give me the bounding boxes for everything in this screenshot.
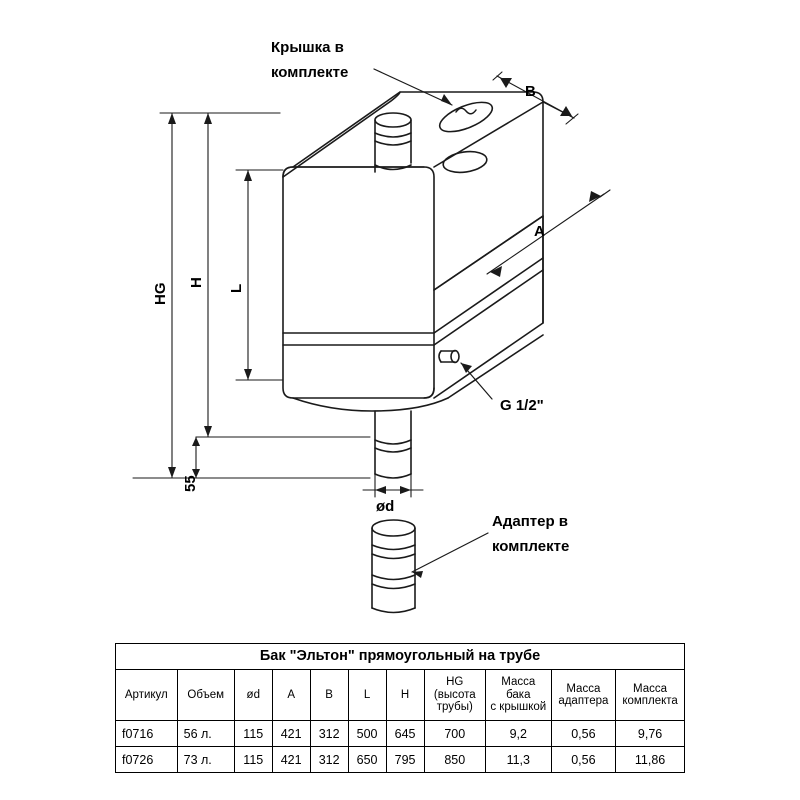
hg-arrow-bottom [168, 467, 176, 478]
header-diameter: ød [234, 670, 272, 721]
thread-label: G 1/2" [500, 397, 544, 414]
header-h: H [386, 670, 424, 721]
header-mass-tank-line2: бака [506, 688, 531, 701]
side-fitting [441, 351, 455, 362]
lid-callout-line2: комплекте [271, 64, 349, 81]
adapter-leader-arrow [412, 571, 423, 578]
tank-right-corner [434, 216, 543, 290]
lid-leader-arrow [441, 94, 452, 105]
lid-leader [374, 69, 452, 105]
thread-leader-arrow [461, 363, 472, 373]
tank-top-face [293, 92, 543, 290]
adapter-callout-line1: Адаптер в [492, 513, 568, 530]
cell-mass-adapter: 0,56 [551, 721, 616, 747]
header-mass-tank-line1: Масса [501, 676, 536, 689]
lid-opening-on-top-face [442, 149, 488, 175]
header-mass-kit [616, 670, 685, 721]
spec-table [115, 643, 685, 773]
dim-l-label: L [228, 283, 245, 293]
header-hg-line2: (высота [433, 688, 476, 701]
side-fitting-end [451, 351, 459, 363]
adapter-collar-2 [372, 554, 415, 559]
b-leader [543, 102, 574, 118]
cell-diameter: 115 [234, 747, 272, 773]
tank-bottom-right-curve [424, 388, 434, 398]
table-title: Бак "Эльтон" прямоугольный на трубе [116, 644, 685, 670]
dim55-arrow-top [192, 437, 200, 446]
table-row [116, 721, 685, 747]
tank-bottom-face-right [448, 335, 543, 398]
adapter-collar-3 [372, 575, 415, 580]
adapter-callout-line2: комплекте [492, 538, 570, 555]
cell-mass-tank: 11,3 [485, 747, 551, 773]
cell-article: f0716 [116, 721, 178, 747]
tank-bottom-face [293, 398, 448, 411]
dim-d-label: ød [376, 498, 395, 515]
cell-l: 500 [348, 721, 386, 747]
header-mass-tank [485, 670, 551, 721]
cell-b: 312 [310, 721, 348, 747]
filler-pipe-collar-1 [375, 133, 411, 137]
cell-diameter: 115 [234, 721, 272, 747]
dim-h-label: H [188, 277, 205, 288]
header-hg [424, 670, 485, 721]
cell-hg: 850 [424, 747, 485, 773]
hg-arrow-top [168, 113, 176, 124]
dim-hg-label: HG [152, 282, 169, 305]
header-b: B [310, 670, 348, 721]
lid-callout-line1: Крышка в [271, 39, 344, 56]
adapter-collar-1 [372, 545, 415, 550]
table-header-row [116, 670, 685, 721]
header-article: Артикул [116, 670, 178, 721]
lid-ellipse [436, 96, 496, 137]
adapter-collar-4 [372, 584, 415, 589]
dim-b-label: B [525, 83, 536, 100]
table-row [116, 747, 685, 773]
table-title-row [116, 644, 685, 670]
cell-l: 650 [348, 747, 386, 773]
tank-seam-line-2 [434, 258, 543, 333]
outlet-pipe-collar-1 [375, 440, 411, 444]
header-mass-kit-line2: комплекта [622, 695, 678, 707]
header-l: L [348, 670, 386, 721]
l-arrow-top [244, 170, 252, 181]
a-extension [600, 190, 610, 197]
filler-pipe-collar-2 [375, 141, 411, 145]
d-arrow-right [400, 486, 411, 494]
l-arrow-bottom [244, 369, 252, 380]
header-mass-adapter-line1: Масса [566, 682, 601, 695]
cell-mass-tank: 9,2 [485, 721, 551, 747]
dim-a-label: A [534, 223, 545, 240]
header-a: A [272, 670, 310, 721]
filler-pipe-top-ellipse [375, 113, 411, 127]
cell-h: 795 [386, 747, 424, 773]
cell-article: f0726 [116, 747, 178, 773]
adapter-bottom [372, 608, 415, 613]
tank-front-face [283, 167, 434, 398]
cell-h: 645 [386, 721, 424, 747]
header-mass-adapter [551, 670, 616, 721]
header-mass-adapter-line2: адаптера [558, 695, 609, 707]
dim-55-label: 55 [182, 475, 199, 492]
a-dim-line [487, 194, 604, 274]
adapter-top-ellipse [372, 520, 415, 536]
cell-mass-adapter: 0,56 [551, 747, 616, 773]
header-hg-line3: трубы) [436, 701, 473, 714]
cell-mass-kit: 11,86 [616, 747, 685, 773]
outlet-pipe-collar-2 [375, 448, 411, 452]
cell-volume: 56 л. [177, 721, 234, 747]
adapter-leader [412, 533, 488, 572]
h-arrow-bottom [204, 426, 212, 437]
cell-hg: 700 [424, 721, 485, 747]
outlet-pipe-bottom [375, 474, 411, 478]
tank-right-face [434, 102, 543, 167]
h-arrow-top [204, 113, 212, 124]
d-arrow-left [375, 486, 386, 494]
cell-a: 421 [272, 747, 310, 773]
cell-volume: 73 л. [177, 747, 234, 773]
header-volume: Объем [177, 670, 234, 721]
lid-handle [456, 108, 476, 114]
header-mass-tank-line3: с крышкой [490, 701, 547, 714]
cell-mass-kit: 9,76 [616, 721, 685, 747]
cell-b: 312 [310, 747, 348, 773]
header-mass-kit-line1: Масса [633, 682, 668, 695]
cell-a: 421 [272, 721, 310, 747]
header-hg-line1: HG [446, 676, 464, 689]
side-fitting-base [439, 351, 441, 362]
